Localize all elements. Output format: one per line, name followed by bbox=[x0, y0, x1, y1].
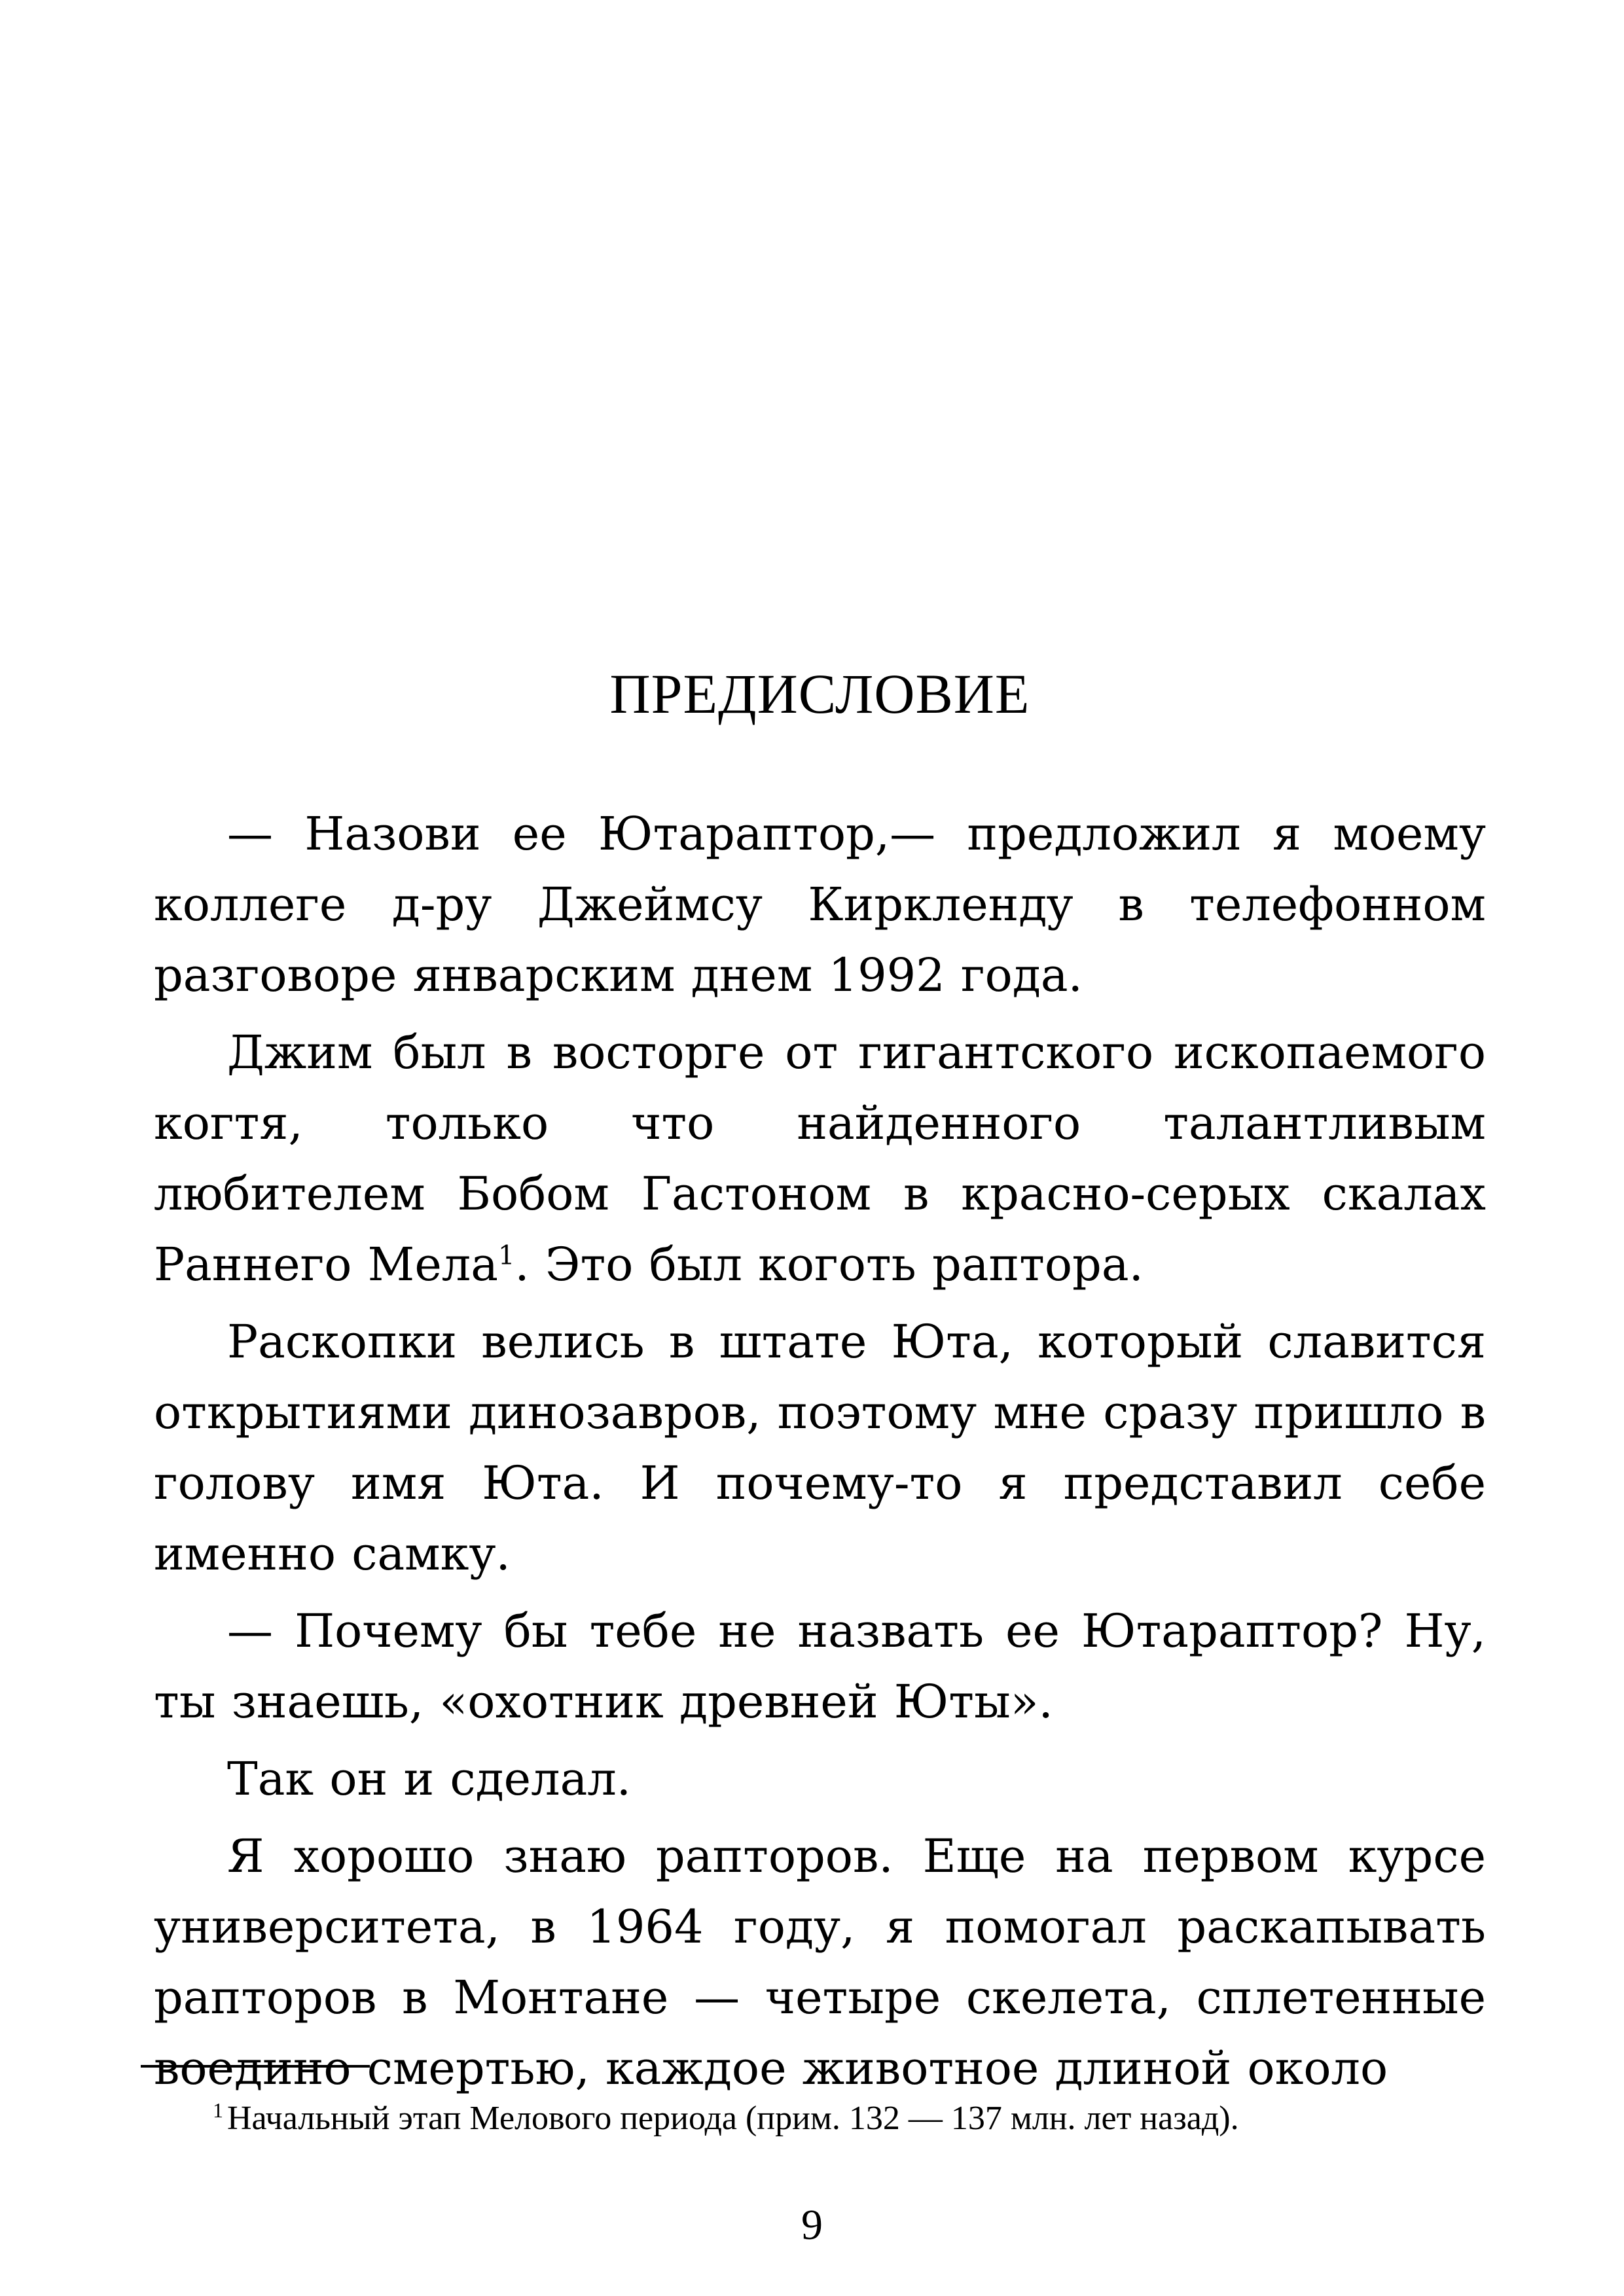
paragraph bbox=[154, 1821, 1486, 2104]
paragraph-text: — Назови ее Ютараптор,— предложил я моему коллеге д-ру Джеймсу Кирклендy в телефонном разговоре январским днем 1992 года. bbox=[154, 807, 1486, 1002]
body-text bbox=[154, 798, 1486, 2110]
paragraph-text: Джим был в восторге от гигантского ископаемого когтя, только что найденного талантливым любителем Бобом Гастоном в красно-серых скалах Раннего Мела bbox=[154, 1026, 1486, 1291]
paragraph-text: Так он и сделал. bbox=[227, 1752, 632, 1806]
paragraph-text: — Почему бы тебе не назвать ее Ютараптор? Ну, ты знаешь, «охотник древней Юты». bbox=[154, 1604, 1486, 1729]
footnote-number: 1 bbox=[213, 2098, 223, 2122]
footnote bbox=[213, 2098, 1496, 2140]
paragraph-text: Я хорошо знаю рапторов. Еще на первом курсе университета, в 1964 году, я помогал раскапывать рапторов в Монтане — четыре скелета, сплетенные воедино смертью, каждое животное длиной около bbox=[154, 1829, 1486, 2095]
paragraph-text-continued: . Это был коготь раптора. bbox=[514, 1238, 1144, 1291]
paragraph bbox=[154, 798, 1486, 1011]
chapter-heading: ПРЕДИСЛОВИЕ bbox=[609, 662, 1030, 725]
paragraph bbox=[154, 1596, 1486, 1737]
paragraph bbox=[154, 1744, 1486, 1814]
footnote-separator bbox=[141, 2065, 370, 2068]
footnote-marker: 1 bbox=[497, 1240, 515, 1271]
footnote-text: Начальный этап Мелового периода (прим. 132 — 137 млн. лет назад). bbox=[227, 2100, 1239, 2137]
paragraph-text: Раскопки велись в штате Юта, который славится открытиями динозавров, поэтому мне сразу пришло в голову имя Юта. И почему-то я представил себе именно самку. bbox=[154, 1315, 1486, 1581]
paragraph bbox=[154, 1017, 1486, 1300]
page-number: 9 bbox=[801, 2201, 823, 2249]
paragraph bbox=[154, 1306, 1486, 1589]
